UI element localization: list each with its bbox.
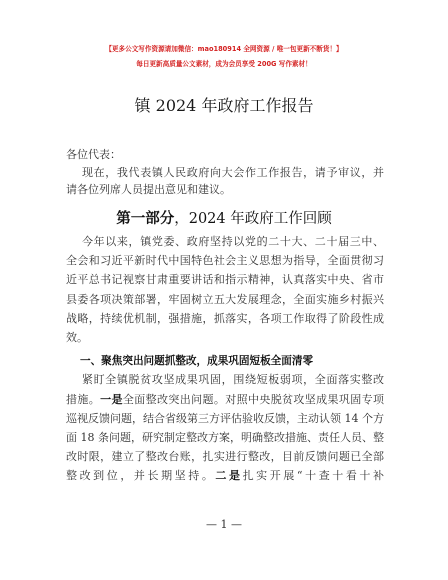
section-line-5: 改时限，建立了整改台账，扎实进行整改，目前反馈问题已全部 xyxy=(66,450,384,463)
promo-banner-line-2: 每日更新高质量公文素材，成为会员享受 200G 写作素材！ xyxy=(136,60,312,68)
promo-banner-line-1: 【更多公文写作资源请加微信：mao180914 全网资源 / 唯一包更新不断货！】 xyxy=(105,45,343,53)
document-title: 镇 2024 年政府工作报告 xyxy=(134,96,314,115)
section-line-2-post: 全面整改突出问题。对照中央脱贫攻坚成果巩固专项 xyxy=(122,393,385,406)
section-line-4: 面 18 条问题，研究制定整改方案，明确整改措施、责任人员、整 xyxy=(66,431,384,444)
section-line-6-pre: 整改到位，并长期坚持。 xyxy=(66,469,216,482)
section-line-6-post: 扎实开展“十查十看十补 xyxy=(242,469,385,482)
second-point-label: 二是 xyxy=(215,469,243,482)
section-one-heading: 一、聚焦突出问题抓整改，成果巩固短板全面清零 xyxy=(80,355,314,367)
intro-line-2: 请各位列席人员提出意见和建议。 xyxy=(66,183,231,196)
section-line-1: 紧盯全镇脱贫攻坚成果巩固，围绕短板弱项，全面落实整改 xyxy=(82,373,384,386)
review-line-6: 效。 xyxy=(66,331,88,344)
review-line-3: 近平总书记视察甘肃重要讲话和指示精神，认真落实中央、省市 xyxy=(66,273,384,286)
review-line-5: 战略，持续优机制，强措施，抓落实，各项工作取得了阶段性成 xyxy=(66,312,384,325)
review-line-4: 县委各项决策部署，牢固树立五大发展理念，全面实施乡村振兴 xyxy=(66,293,384,306)
intro-line-1: 现在，我代表镇人民政府向大会作工作报告，请予审议，并 xyxy=(82,166,384,179)
salutation: 各位代表： xyxy=(66,148,121,161)
review-line-1: 今年以来，镇党委、政府坚持以党的二十大、二十届三中、 xyxy=(82,235,384,248)
page-number: — 1 — xyxy=(206,518,242,531)
section-line-6 xyxy=(66,469,384,483)
section-line-2 xyxy=(66,393,384,407)
section-line-3: 巡视反馈问题，结合省级第三方评估验收反馈，主动认领 14 个方 xyxy=(66,412,384,425)
part-one-heading xyxy=(0,207,448,228)
first-point-label: 一是 xyxy=(100,393,123,406)
part-one-title: ，2024 年政府工作回顾 xyxy=(174,211,332,227)
review-line-2: 全会和习近平新时代中国特色社会主义思想为指导，全面贯彻习 xyxy=(66,254,384,267)
part-one-label: 第一部分 xyxy=(116,210,175,227)
section-line-2-pre: 措施。 xyxy=(66,393,101,406)
